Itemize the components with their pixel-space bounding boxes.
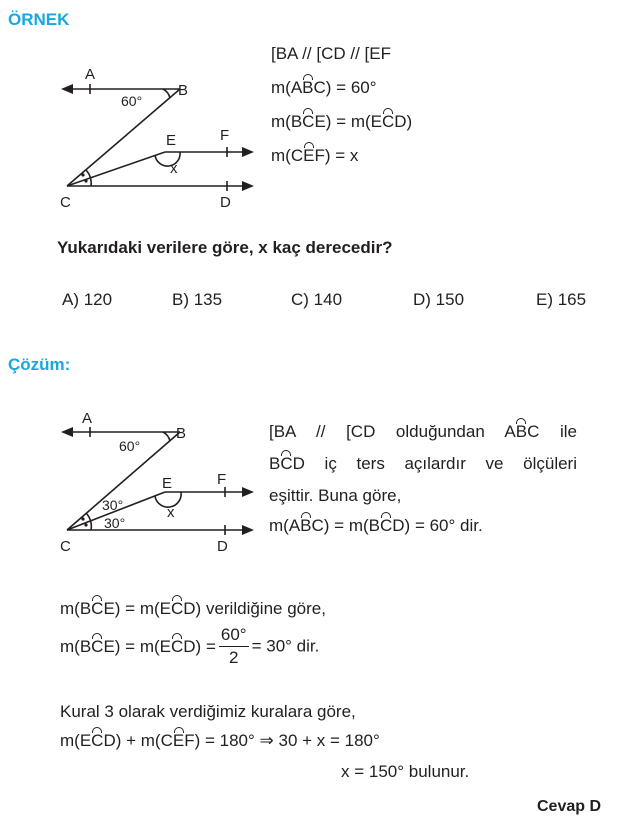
solution-text-line3: eşittir. Buna göre, bbox=[269, 486, 402, 505]
answer-label: Cevap D bbox=[537, 798, 602, 815]
solution-step4: x = 150° bulunur. bbox=[341, 762, 470, 781]
label-e: E bbox=[166, 132, 177, 149]
given-angle-cef: m(CEF) = x bbox=[271, 146, 359, 165]
sol-angle-x-label: x bbox=[167, 504, 175, 521]
example-figure bbox=[55, 60, 265, 220]
solution-step2-tail: = 30° dir. bbox=[251, 636, 320, 656]
choice-b[interactable]: B) 135 bbox=[172, 290, 223, 309]
solution-text-line2: BCD iç ters açılardır ve ölçüleri bbox=[269, 454, 577, 473]
angle-x-label: x bbox=[170, 160, 178, 177]
sol-angle-c1-label: 30° bbox=[102, 497, 124, 513]
solution-text-line1: [BA // [CD olduğundan ABC ile bbox=[269, 422, 577, 441]
solution-step1: m(BCE) = m(ECD) verildiğine göre, bbox=[60, 599, 326, 618]
solution-rule: Kural 3 olarak verdiğimiz kuralara göre, bbox=[60, 702, 356, 721]
fraction bbox=[219, 625, 249, 668]
angle-b-label: 60° bbox=[121, 93, 143, 109]
sol-label-b: B bbox=[176, 425, 187, 442]
label-d: D bbox=[220, 194, 231, 211]
sol-label-f: F bbox=[217, 471, 227, 488]
sol-angle-b-label: 60° bbox=[119, 438, 141, 454]
sol-label-c: C bbox=[60, 538, 71, 555]
label-b: B bbox=[178, 82, 189, 99]
sol-angle-c2-label: 30° bbox=[104, 515, 126, 531]
given-angle-abc: m(ABC) = 60° bbox=[271, 78, 377, 97]
solution-step3: m(ECD) + m(CEF) = 180° ⇒ 30 + x = 180° bbox=[60, 731, 380, 750]
fraction-numerator: 60° bbox=[219, 625, 249, 647]
choice-e[interactable]: E) 165 bbox=[536, 290, 587, 309]
example-title: ÖRNEK bbox=[8, 10, 70, 29]
question-text: Yukarıdaki verilere göre, x kaç derecedir? bbox=[57, 238, 393, 257]
solution-step2: m(BCE) = m(ECD) = $\frac{60^\circ}{2}$ = 30° dir. bbox=[60, 625, 320, 667]
label-a: A bbox=[85, 66, 96, 83]
given-angle-bce: m(BCE) = m(ECD) bbox=[271, 112, 413, 131]
solution-title: Çözüm: bbox=[8, 355, 71, 374]
sol-label-d: D bbox=[217, 538, 228, 555]
solution-text-line4: m(ABC) = m(BCD) = 60° dir. bbox=[269, 516, 483, 535]
label-f: F bbox=[220, 127, 230, 144]
sol-label-a: A bbox=[82, 410, 93, 427]
choice-c[interactable]: C) 140 bbox=[291, 290, 343, 309]
given-parallel: [BA // [CD // [EF bbox=[271, 44, 391, 63]
solution-figure bbox=[55, 405, 265, 560]
fraction-denominator: 2 bbox=[229, 648, 239, 667]
choice-d[interactable]: D) 150 bbox=[413, 290, 465, 309]
label-c: C bbox=[60, 194, 71, 211]
choice-a[interactable]: A) 120 bbox=[62, 290, 113, 309]
sol-label-e: E bbox=[162, 475, 173, 492]
